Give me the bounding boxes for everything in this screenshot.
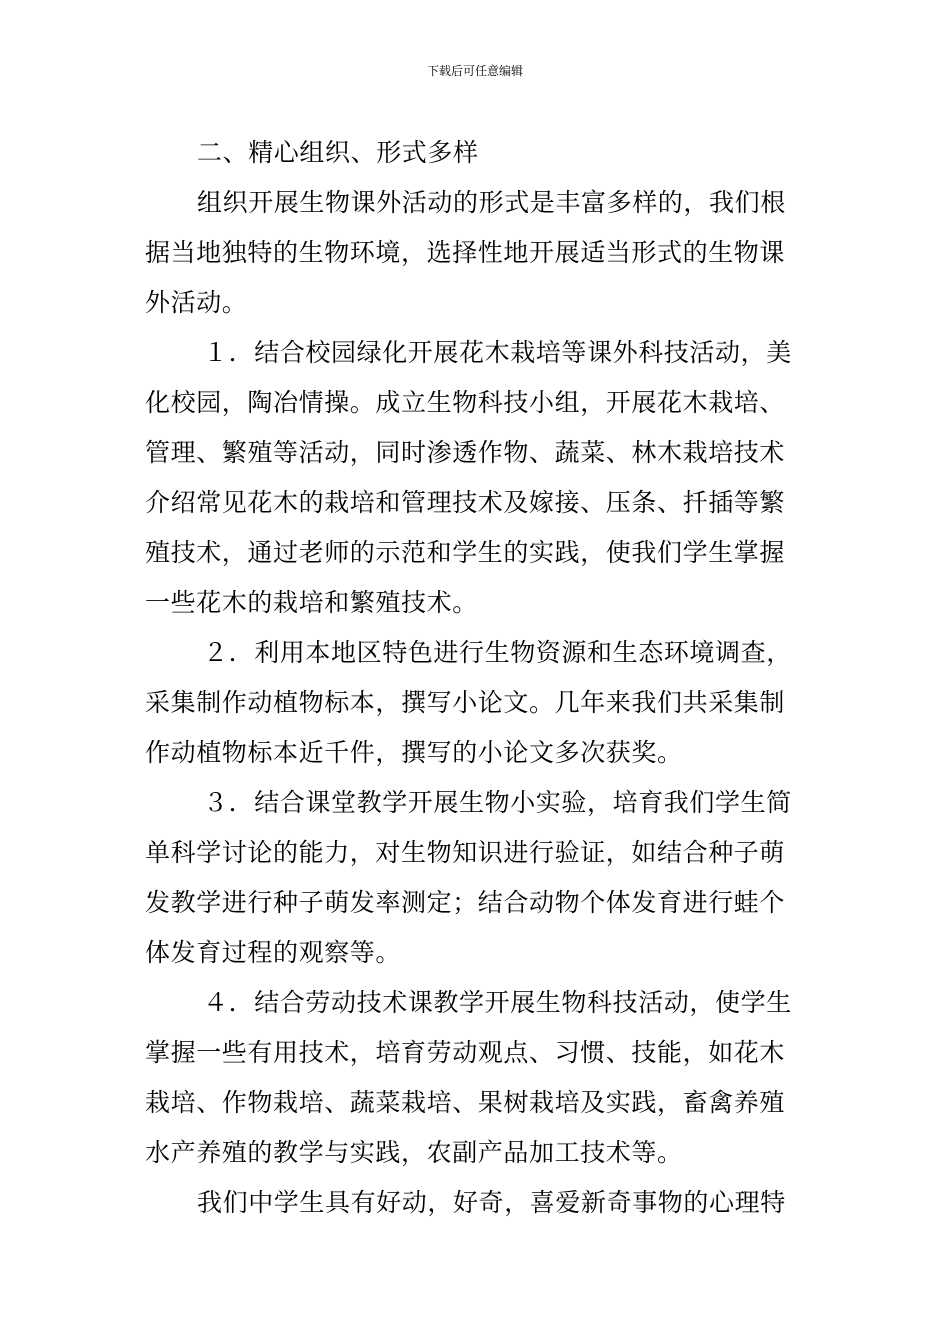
- paragraph-line: 体发育过程的观察等。: [145, 938, 402, 967]
- paragraph-line: 据当地独特的生物环境，选择性地开展适当形式的生物课: [145, 238, 786, 267]
- document-body: [145, 128, 810, 1228]
- section-heading: 二、精心组织、形式多样: [197, 138, 479, 167]
- paragraph-line: 管理、繁殖等活动，同时渗透作物、蔬菜、林木栽培技术: [145, 438, 786, 467]
- page-header: 下载后可任意编辑: [426, 64, 523, 78]
- paragraph-line: 一些花木的栽培和繁殖技术。: [145, 588, 478, 617]
- list-item-line: １．结合校园绿化开展花木栽培等课外科技活动，美: [203, 338, 792, 367]
- list-item-line: ３．结合课堂教学开展生物小实验，培育我们学生简: [203, 788, 792, 817]
- paragraph-line: 掌握一些有用技术，培育劳动观点、习惯、技能，如花木: [145, 1038, 786, 1067]
- paragraph-line: 化校园，陶冶情操。成立生物科技小组，开展花木栽培、: [145, 388, 786, 417]
- paragraph-line: 水产养殖的教学与实践，农副产品加工技术等。: [145, 1138, 683, 1167]
- paragraph-line: 殖技术，通过老师的示范和学生的实践，使我们学生掌握: [145, 538, 786, 567]
- list-item-line: ２．利用本地区特色进行生物资源和生态环境调查，: [203, 638, 792, 667]
- paragraph-line: 单科学讨论的能力，对生物知识进行验证，如结合种子萌: [145, 838, 786, 867]
- paragraph-line: 采集制作动植物标本，撰写小论文。几年来我们共采集制: [145, 688, 786, 717]
- paragraph-line: 发教学进行种子萌发率测定；结合动物个体发育进行蛙个: [145, 888, 786, 917]
- paragraph-line: 我们中学生具有好动，好奇，喜爱新奇事物的心理特: [197, 1188, 786, 1217]
- paragraph-line: 栽培、作物栽培、蔬菜栽培、果树栽培及实践，畜禽养殖: [145, 1088, 786, 1117]
- paragraph-line: 组织开展生物课外活动的形式是丰富多样的，我们根: [197, 188, 786, 217]
- paragraph-line: 外活动。: [145, 288, 248, 317]
- paragraph-line: 作动植物标本近千件，撰写的小论文多次获奖。: [145, 738, 683, 767]
- list-item-line: ４．结合劳动技术课教学开展生物科技活动，使学生: [203, 988, 792, 1017]
- paragraph-line: 介绍常见花木的栽培和管理技术及嫁接、压条、扦插等繁: [145, 488, 786, 517]
